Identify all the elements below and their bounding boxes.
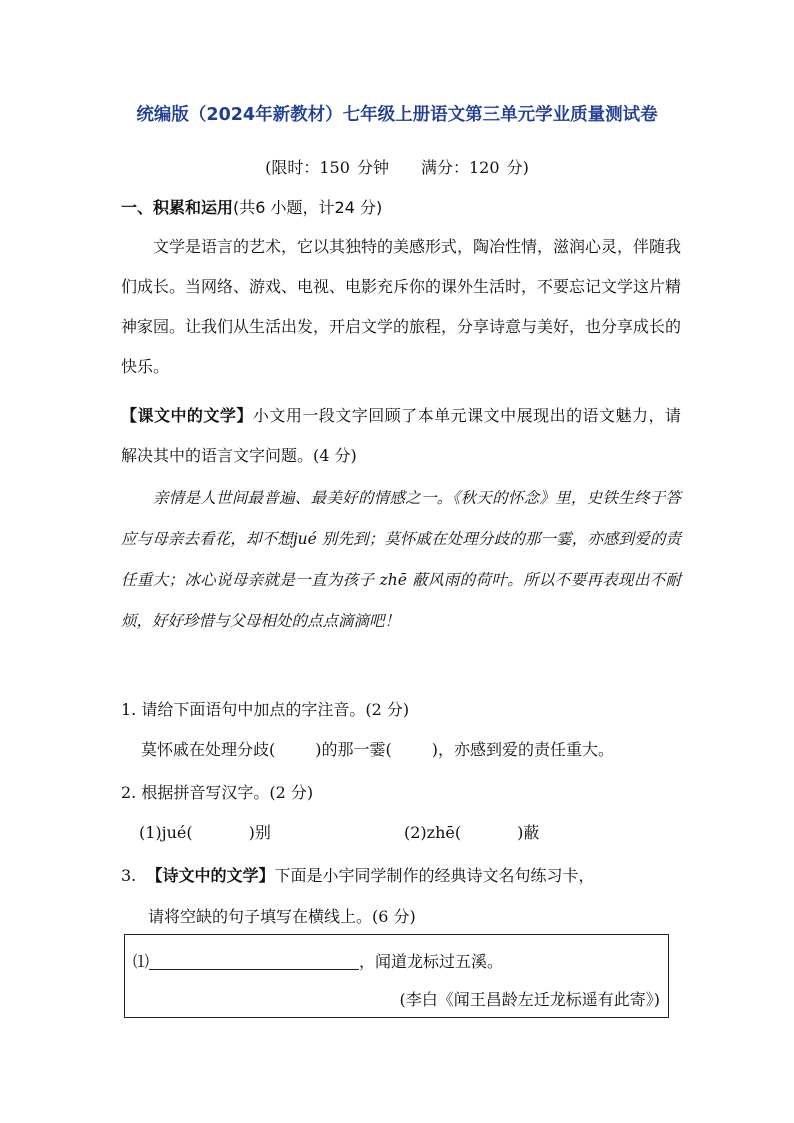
reading-passage: 亲情是人世间最普遍、最美好的情感之一。《秋天的怀念》里，史铁生终于答应与母亲去看花，却不想jué 别先到；莫怀戚在处理分歧的那一霎，亦感到爱的责任重大；冰心说母亲就是一直为孩子 zhē 蔽风雨的荷叶。所以不要再表现出不耐烦，好好珍惜与父母相处的点点滴滴吧！ <box>121 489 681 630</box>
page-title: 统编版（2024年新教材）七年级上册语文第三单元学业质量测试卷 <box>136 105 658 125</box>
q1-text-b: )的那一霎( <box>315 740 392 759</box>
q3-text: 下面是小宇同学制作的经典诗文名句练习卡， <box>274 866 595 885</box>
question-2-item-1 <box>139 820 271 843</box>
time-and-score-info: (限时：150 分钟 满分：120 分) <box>265 158 529 177</box>
q2-item1-text-a: (1)jué( <box>139 823 193 842</box>
card-item-1 <box>133 949 503 972</box>
card-line-text: ，闻道龙标过五溪。 <box>359 952 504 971</box>
poem-practice-card <box>124 934 669 1018</box>
q2-item1-text-b: )别 <box>248 823 271 842</box>
lesson-tag: 【课文中的文学】 <box>121 406 253 425</box>
card-item-label: ⑴ <box>133 952 150 971</box>
question-1-sentence <box>141 737 614 760</box>
q1-text-c: )，亦感到爱的责任重大。 <box>431 740 614 759</box>
section-title: 一、积累和运用 <box>121 198 234 217</box>
intro-paragraph: 文学是语言的艺术，它以其独特的美感形式，陶冶性情，滋润心灵，伴随我们成长。当网络、游戏、电视、电影充斥你的课外生活时，不要忘记文学这片精神家园。让我们从生活出发，开启文学的旅程，分享诗意与美好，也分享成长的快乐。 <box>121 237 682 376</box>
question-3-prompt-line2: 请将空缺的句子填写在横线上。(6 分) <box>148 907 416 926</box>
q2-item2-text-b: )蔽 <box>517 823 540 842</box>
section-heading <box>121 195 382 218</box>
q1-text-a: 莫怀戚在处理分歧( <box>141 740 276 759</box>
lesson-instruction <box>121 396 681 476</box>
card-source: (李白《闻王昌龄左迁龙标遥有此寄》) <box>399 990 660 1009</box>
lesson-text: 小文用一段文字回顾了本单元课文中展现出的语文魅力，请解决其中的语言文字问题。(4 分) <box>121 406 681 465</box>
q3-tag: 【诗文中的文学】 <box>146 866 275 885</box>
question-2-prompt: 2. 根据拼音写汉字。(2 分) <box>121 783 314 802</box>
section-detail: (共6 小题，计24 分) <box>233 198 383 217</box>
card-answer-line[interactable] <box>149 953 359 970</box>
question-2-item-2 <box>404 820 539 843</box>
q3-number: 3. <box>121 866 137 885</box>
q2-item2-text-a: (2)zhē( <box>404 823 462 842</box>
question-1-prompt: 1. 请给下面语句中加点的字注音。(2 分) <box>121 700 410 719</box>
question-3-prompt <box>121 863 594 886</box>
